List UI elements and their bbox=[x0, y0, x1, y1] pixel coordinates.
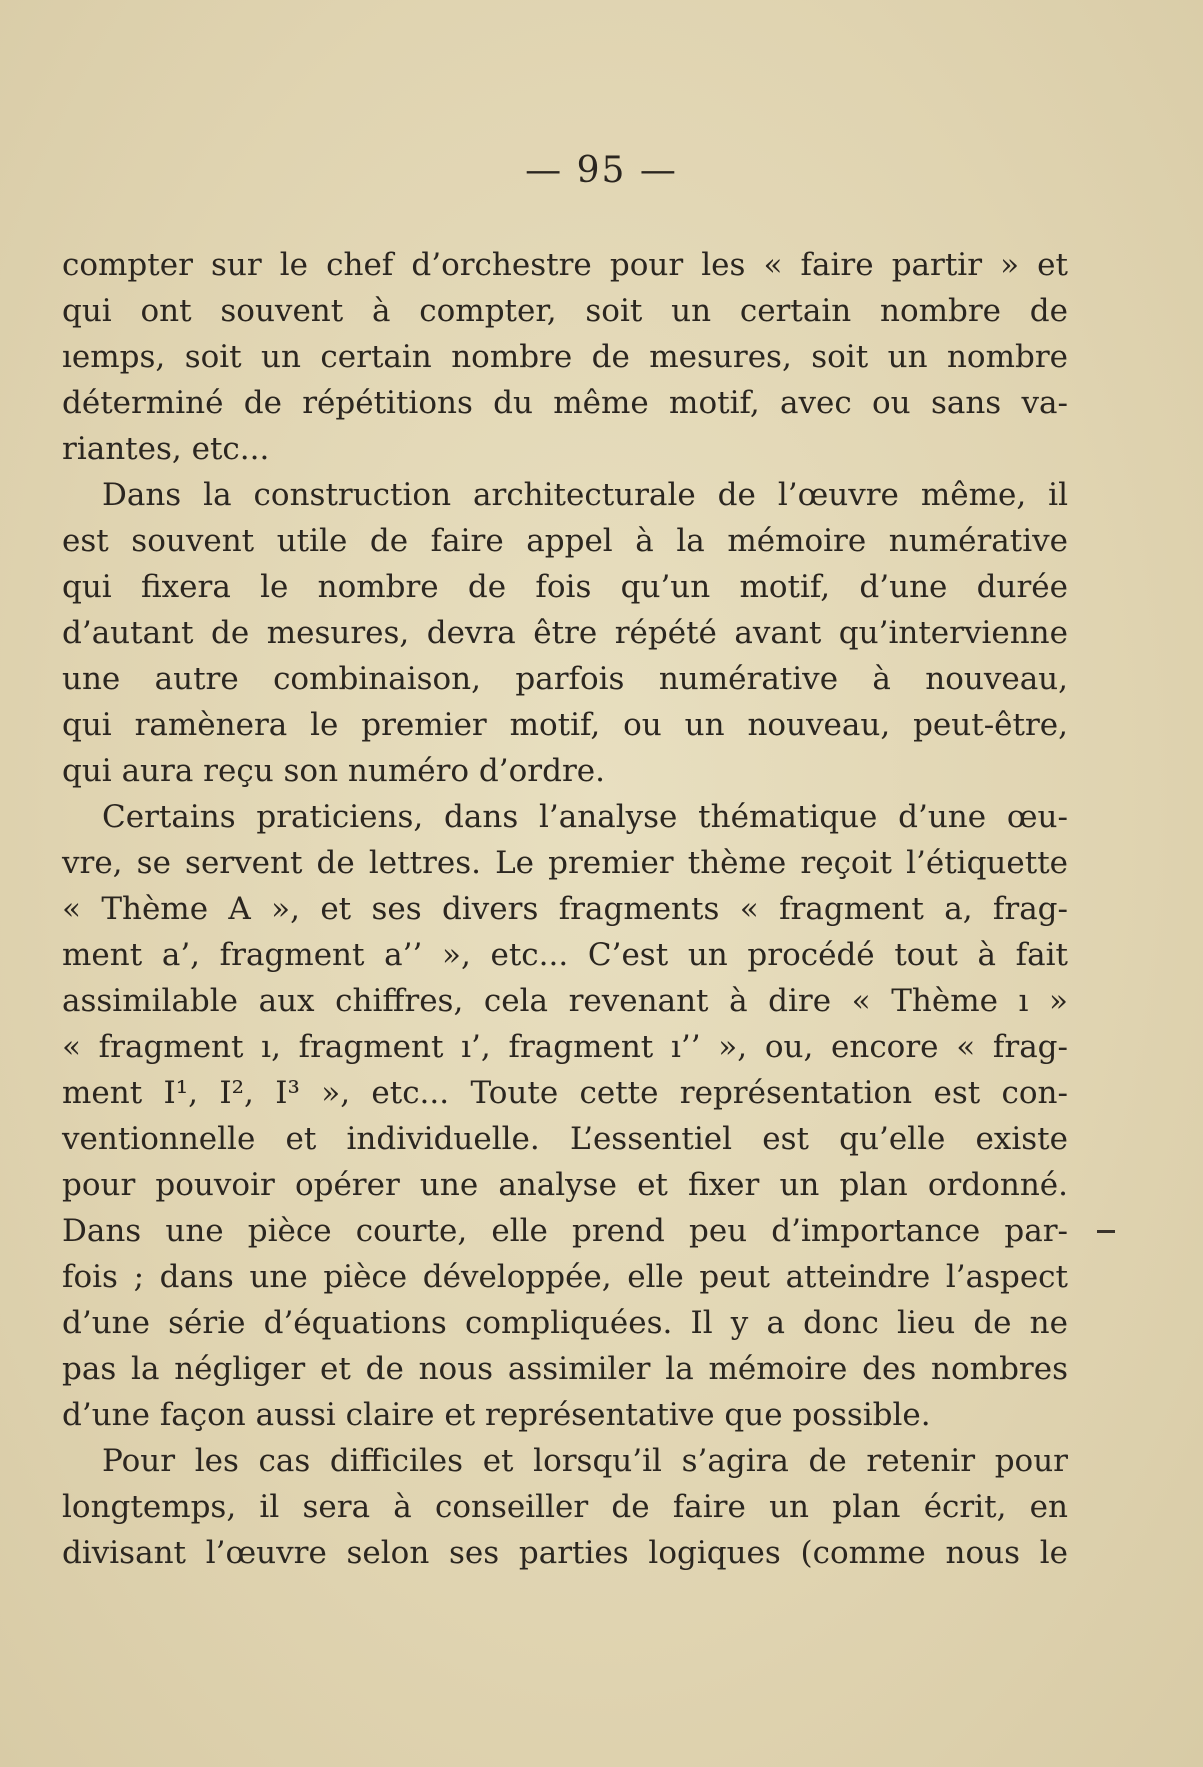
text-line: déterminé de répétitions du même motif, avec ou sans va- bbox=[62, 385, 1068, 421]
text-line: « Thème A », et ses divers fragments « fragment a, frag- bbox=[62, 891, 1068, 927]
text-line: une autre combinaison, parfois numérative à nouveau, bbox=[62, 661, 1068, 697]
text-line: qui ramènera le premier motif, ou un nouveau, peut-être, bbox=[62, 707, 1068, 743]
text-line: d’une façon aussi claire et représentative que possible. bbox=[62, 1397, 931, 1433]
text-line: d’une série d’équations compliquées. Il y a donc lieu de ne bbox=[62, 1305, 1068, 1341]
page-number: — 95 — bbox=[525, 150, 678, 191]
text-line: pour pouvoir opérer une analyse et fixer un plan ordonné. bbox=[62, 1167, 1068, 1203]
text-line: qui ont souvent à compter, soit un certain nombre de bbox=[62, 293, 1068, 329]
text-line: riantes, etc... bbox=[62, 431, 270, 467]
text-line: vre, se servent de lettres. Le premier thème reçoit l’étiquette bbox=[62, 845, 1068, 881]
text-line: Dans une pièce courte, elle prend peu d’importance par- bbox=[62, 1213, 1068, 1249]
text-line: qui aura reçu son numéro d’ordre. bbox=[62, 753, 605, 789]
text-line: ment a’, fragment a’’ », etc... C’est un procédé tout à fait bbox=[62, 937, 1068, 973]
text-line: fois ; dans une pièce développée, elle peut atteindre l’aspect bbox=[62, 1259, 1068, 1295]
text-line: qui fixera le nombre de fois qu’un motif, d’une durée bbox=[62, 569, 1068, 605]
text-line: ventionnelle et individuelle. L’essentiel est qu’elle existe bbox=[62, 1121, 1068, 1157]
text-line: Pour les cas difficiles et lorsqu’il s’agira de retenir pour bbox=[102, 1443, 1068, 1479]
text-line: « fragment ı, fragment ı’, fragment ı’’ », ou, encore « frag- bbox=[62, 1029, 1068, 1065]
text-line: Dans la construction architecturale de l’œuvre même, il bbox=[102, 477, 1068, 513]
text-line: ıemps, soit un certain nombre de mesures, soit un nombre bbox=[62, 339, 1068, 375]
text-line: pas la négliger et de nous assimiler la mémoire des nombres bbox=[62, 1351, 1068, 1387]
text-line: d’autant de mesures, devra être répété avant qu’intervienne bbox=[62, 615, 1068, 651]
text-line: longtemps, il sera à conseiller de faire un plan écrit, en bbox=[62, 1489, 1068, 1525]
text-line: assimilable aux chiffres, cela revenant à dire « Thème ı » bbox=[62, 983, 1068, 1019]
text-line: Certains praticiens, dans l’analyse thématique d’une œu- bbox=[102, 799, 1068, 835]
text-line: compter sur le chef d’orchestre pour les « faire partir » et bbox=[62, 247, 1068, 283]
text-line: divisant l’œuvre selon ses parties logiques (comme nous le bbox=[62, 1535, 1068, 1571]
text-line: ment I¹, I², I³ », etc... Toute cette représentation est con- bbox=[62, 1075, 1068, 1111]
text-line: est souvent utile de faire appel à la mémoire numérative bbox=[62, 523, 1068, 559]
body-text bbox=[62, 242, 1068, 1576]
margin-dash-mark bbox=[1097, 1230, 1115, 1233]
